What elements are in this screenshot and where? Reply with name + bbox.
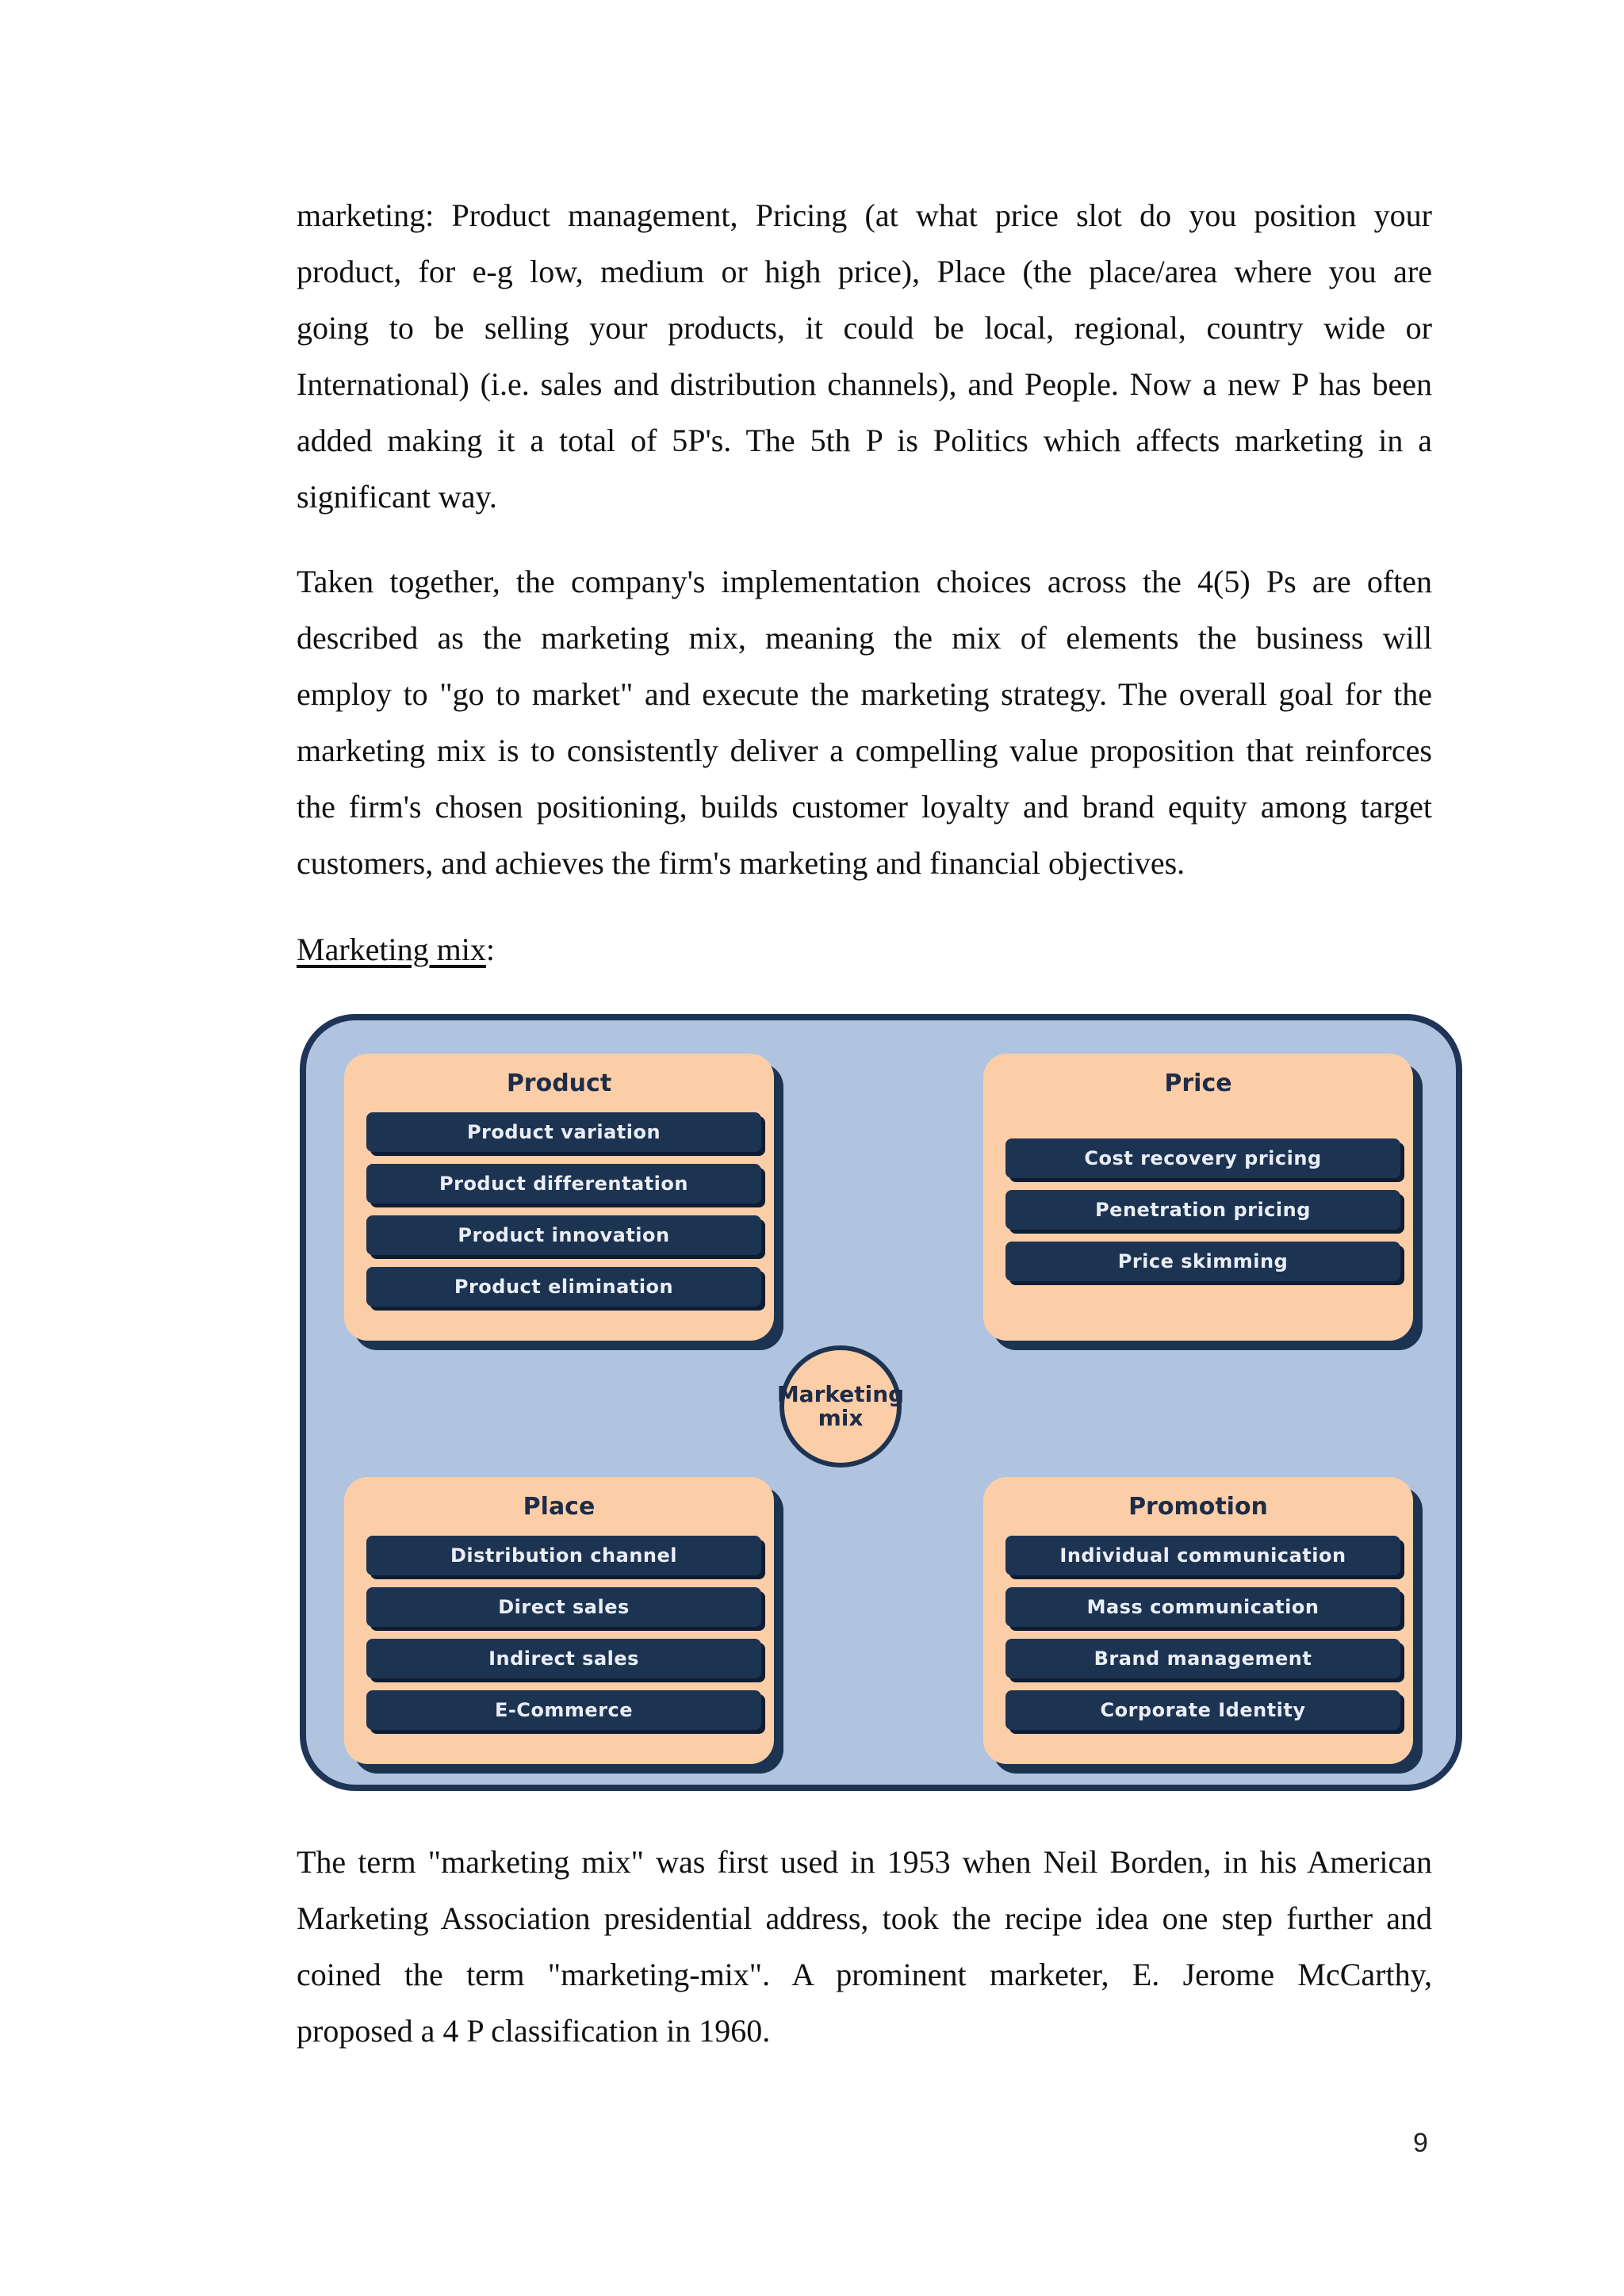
text-line: customers, and achieves the firm's marketing and financial objectives. (297, 845, 1185, 881)
item-product-elimination: Product elimination (366, 1267, 761, 1307)
item-mass-communication: Mass communication (1005, 1587, 1400, 1627)
item-direct-sales: Direct sales (366, 1587, 761, 1627)
center-circle-marketing-mix (776, 1345, 905, 1468)
text-line: Marketing Association presidential address, took the recipe idea one step further and (297, 1900, 1432, 1936)
item-product-differentation: Product differentation (366, 1164, 761, 1203)
text-line: marketing mix is to consistently deliver a compelling value proposition that reinforces (297, 733, 1432, 768)
item-individual-communication: Individual communication (1005, 1536, 1400, 1575)
panel-title-price: Price (1164, 1070, 1232, 1097)
text-line: described as the marketing mix, meaning the mix of elements the business will (297, 620, 1432, 656)
heading-text: Marketing mix (297, 932, 486, 967)
item-product-innovation: Product innovation (366, 1215, 761, 1255)
center-label-line2: mix (818, 1405, 864, 1431)
panel-promotion (983, 1477, 1413, 1764)
paragraph-marketing-ps (297, 187, 1432, 525)
item-brand-management: Brand management (1005, 1639, 1400, 1678)
text-line: Taken together, the company's implementation choices across the 4(5) Ps are often (297, 564, 1432, 599)
text-line: product, for e-g low, medium or high price), Place (the place/area where you are (297, 254, 1432, 289)
item-corporate-identity: Corporate Identity (1005, 1690, 1400, 1730)
panel-title-product: Product (506, 1070, 612, 1097)
item-cost-recovery-pricing: Cost recovery pricing (1005, 1138, 1400, 1178)
text-line: International) (i.e. sales and distribution channels), and People. Now a new P has been (297, 366, 1432, 402)
panel-title-promotion: Promotion (1128, 1493, 1268, 1521)
text-line: The term "marketing mix" was first used in 1953 when Neil Borden, in his American (297, 1844, 1432, 1880)
heading-colon: : (485, 932, 495, 967)
text-line: significant way. (297, 479, 497, 515)
center-label-line1: Marketing (776, 1381, 905, 1407)
page-number: 9 (1413, 2128, 1428, 2158)
panel-product (344, 1054, 774, 1341)
item-product-variation: Product variation (366, 1112, 761, 1152)
item-penetration-pricing: Penetration pricing (1005, 1190, 1400, 1230)
text-line: employ to "go to market" and execute the marketing strategy. The overall goal for the (297, 676, 1432, 712)
text-line: proposed a 4 P classification in 1960. (297, 2013, 771, 2049)
marketing-mix-diagram (297, 1012, 1465, 1796)
item-price-skimming: Price skimming (1005, 1242, 1400, 1281)
panel-title-place: Place (523, 1493, 596, 1521)
panel-place (344, 1477, 774, 1764)
text-line: the firm's chosen positioning, builds customer loyalty and brand equity among target (297, 789, 1432, 825)
panel-price (983, 1054, 1413, 1341)
text-line: going to be selling your products, it could be local, regional, country wide or (297, 310, 1432, 346)
item-distribution-channel: Distribution channel (366, 1536, 761, 1575)
diagram-frame (300, 1014, 1462, 1791)
paragraph-marketing-mix-definition (297, 553, 1432, 891)
text-line: coined the term "marketing-mix". A prominent marketer, E. Jerome McCarthy, (297, 1957, 1432, 1992)
section-heading (297, 921, 495, 978)
text-line: added making it a total of 5P's. The 5th P is Politics which affects marketing in a (297, 423, 1432, 458)
text-line: marketing: Product management, Pricing (at what price slot do you position your (297, 197, 1432, 233)
item-indirect-sales: Indirect sales (366, 1639, 761, 1678)
item-e-commerce: E-Commerce (366, 1690, 761, 1730)
paragraph-marketing-mix-history (297, 1834, 1432, 2059)
